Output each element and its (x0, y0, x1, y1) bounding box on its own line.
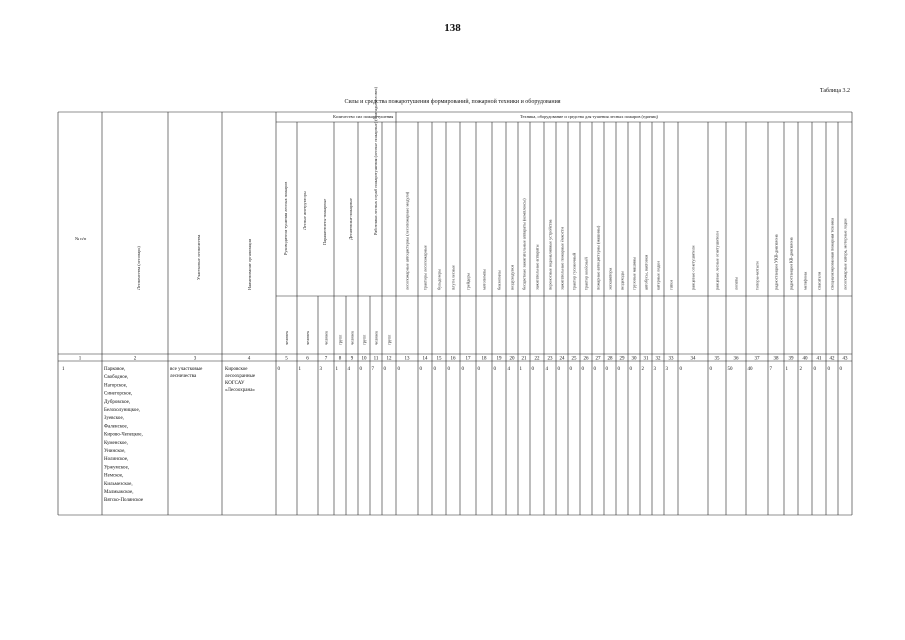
equipment-header-28: экскаваторы (607, 267, 613, 290)
column-number-39: 39 (788, 356, 794, 362)
column-number-22: 22 (534, 356, 540, 362)
value-col-24: 0 (557, 367, 560, 372)
column-number-7: 7 (324, 356, 328, 362)
forestry-item: Кирово-Чепецкое, (104, 432, 143, 438)
value-col-31: 2 (641, 367, 644, 372)
value-col-23: 4 (545, 367, 548, 372)
column-number-3: 3 (193, 356, 197, 362)
column-number-2: 2 (133, 356, 137, 362)
col-index-header: № п/п (75, 236, 87, 241)
value-col-26: 0 (581, 367, 584, 372)
equipment-header-24: зажигательные пожарные ёмкости (559, 227, 565, 290)
equipment-header-19: бензопилы (496, 270, 502, 290)
group-header-forces: Количество сил пожаротушения (333, 114, 394, 119)
equipment-header-17: грейдеры (465, 272, 471, 290)
column-number-21: 21 (521, 356, 527, 362)
column-number-36: 36 (733, 356, 739, 362)
column-number-34: 34 (690, 356, 696, 362)
page-number: 138 (444, 22, 461, 34)
value-col-28: 0 (605, 367, 608, 372)
unit-label-6: человек (305, 331, 310, 345)
column-number-29: 29 (619, 356, 625, 362)
value-col-18: 0 (477, 367, 480, 372)
column-number-4: 4 (247, 356, 251, 362)
value-col-12: 0 (383, 367, 386, 372)
column-number-6: 6 (306, 356, 309, 362)
equipment-header-16: плуги лесные (450, 265, 456, 290)
unit-label-5: человек (284, 331, 289, 345)
district-line-1: все участковые (170, 367, 203, 372)
forestry-item: Нолинское, (104, 457, 129, 463)
column-number-17: 17 (465, 356, 471, 362)
forestry-item: Свободное, (104, 375, 129, 381)
column-number-25: 25 (571, 356, 577, 362)
group-header-equipment: Техника, оборудование и средства для тушения лесных пожаров (единиц) (520, 114, 658, 119)
col-forestry-header: Лесничества (лесопарк) (136, 246, 141, 290)
column-number-37: 37 (754, 356, 760, 362)
column-number-42: 42 (829, 356, 835, 362)
value-col-10: 0 (359, 367, 362, 372)
forestry-item: Парковое, (104, 367, 126, 372)
equipment-header-14: тракторы лесопожарные (422, 245, 428, 290)
column-number-30: 30 (631, 356, 637, 362)
value-col-15: 0 (433, 367, 436, 372)
forestry-item: Малмыжское, (104, 490, 134, 495)
district-line-2: лесничества (170, 374, 197, 379)
equipment-header-30: грузовые машины (631, 256, 637, 290)
column-number-43: 43 (842, 356, 848, 362)
unit-label-12: групп (386, 334, 392, 345)
value-col-13: 0 (397, 367, 400, 372)
col-fire-service-header: Работники лесных служб пожаротушения (лесные пожарные) (бригады/человек) (373, 86, 378, 235)
value-col-16: 0 (447, 367, 450, 372)
forestry-item: Белохолуницкое, (104, 408, 140, 413)
equipment-header-18: мотопомпы (481, 268, 487, 290)
forestry-item: Унинское, (104, 449, 126, 454)
value-col-34: 0 (679, 367, 682, 372)
table-title: Силы и средства пожаротушения формирований, пожарной техники и оборудования (344, 99, 561, 105)
column-number-16: 16 (450, 356, 456, 362)
value-col-42: 0 (827, 367, 830, 372)
equipment-header-41: спасатели (816, 271, 822, 290)
column-number-40: 40 (802, 356, 808, 362)
value-col-8: 1 (335, 367, 338, 372)
organization-line-4: «Лесоохрана» (225, 388, 255, 393)
forestry-item: Синегорское, (104, 391, 133, 397)
value-col-40: 2 (799, 367, 802, 372)
forestry-item: Зуевское, (104, 416, 124, 422)
table-label: Таблица 3.2 (819, 88, 850, 94)
value-col-33: 3 (665, 367, 668, 372)
value-col-11: 7 (371, 367, 374, 372)
equipment-header-40: мегафоны (802, 271, 808, 290)
col-organization-header: Наименование организации (247, 239, 252, 290)
forestry-item: Фаленское, (104, 424, 129, 430)
column-number-23: 23 (547, 356, 553, 362)
value-col-7: 3 (319, 367, 322, 372)
value-col-37: 40 (747, 367, 753, 372)
column-number-20: 20 (509, 356, 515, 362)
column-number-28: 28 (607, 356, 613, 362)
equipment-header-34: ранцевые огнетушители (690, 245, 696, 290)
column-number-35: 35 (714, 356, 720, 362)
organization-line-2: лесоохранные (225, 374, 256, 379)
unit-label-9: человек (349, 331, 355, 345)
equipment-header-22: зажигательные аппараты (534, 244, 540, 290)
column-number-9: 9 (350, 356, 354, 362)
equipment-header-37: топоры-мотыги (754, 261, 760, 290)
equipment-header-23: переносные водоналивные устройства (547, 219, 553, 290)
equipment-header-32: катерные лодки (655, 261, 661, 290)
value-col-35: 0 (709, 367, 712, 372)
equipment-header-33: гатки (668, 280, 674, 290)
organization-line-3: КОГСАУ (225, 381, 245, 386)
column-number-32: 32 (655, 356, 661, 362)
column-number-24: 24 (559, 356, 565, 362)
unit-label-8: групп (337, 334, 343, 345)
value-col-25: 0 (569, 367, 572, 372)
equipment-header-43: лесопожарные катера, моторные лодки (842, 218, 848, 290)
equipment-header-21: бесцветные зажигательные аппараты (комплексы) (521, 198, 527, 290)
equipment-header-39: радиостанции КВ-диапазона (788, 237, 794, 290)
column-number-41: 41 (816, 356, 822, 362)
value-col-43: 0 (839, 367, 842, 372)
equipment-header-36: лопаты (733, 276, 739, 290)
value-col-21: 1 (519, 367, 522, 372)
table-grid (58, 112, 852, 515)
equipment-header-27: пожарные автоцистерны (машины) (595, 225, 601, 290)
col-paratroopers-header: Десантники-пожарные (348, 198, 353, 240)
equipment-header-15: бульдозеры (436, 268, 442, 290)
equipment-header-35: ранцевые лесные огнетушители (714, 231, 720, 290)
equipment-header-13: лесопожарные автоцистерны (лесопожарные модули) (404, 191, 410, 290)
equipment-header-42: специализированная пожарная техника (829, 218, 835, 290)
column-number-38: 38 (773, 356, 779, 362)
col-instructors-header: Лесные инструкторы (302, 191, 307, 230)
value-col-32: 3 (653, 367, 656, 372)
row-index: 1 (62, 367, 65, 372)
value-col-27: 0 (593, 367, 596, 372)
value-col-19: 0 (493, 367, 496, 372)
forestry-item: Куменское, (104, 440, 128, 446)
column-number-27: 27 (595, 356, 601, 362)
value-col-14: 0 (419, 367, 422, 372)
value-col-29: 0 (617, 367, 620, 372)
value-col-41: 0 (813, 367, 816, 372)
column-number-14: 14 (422, 356, 428, 362)
column-number-31: 31 (643, 356, 649, 362)
organization-line-1: Кировское (225, 367, 248, 372)
unit-label-10: групп (361, 334, 367, 345)
col-fire-managers-header: Руководители тушения лесных пожаров (283, 181, 288, 255)
column-number-15: 15 (436, 356, 442, 362)
column-number-26: 26 (583, 356, 589, 362)
forestry-item: Дубровское, (104, 399, 131, 405)
equipment-header-29: вездеходы (619, 271, 625, 290)
column-number-12: 12 (386, 356, 392, 362)
column-number-19: 19 (496, 356, 502, 362)
forestry-item: Уржумское, (104, 465, 130, 471)
value-col-30: 0 (629, 367, 632, 372)
col-parachutists-header: Парашютисты-пожарные (322, 198, 327, 245)
value-col-38: 7 (769, 367, 772, 372)
value-col-17: 0 (461, 367, 464, 372)
value-col-36: 50 (727, 367, 733, 372)
column-number-1: 1 (78, 356, 82, 362)
unit-label-7: человек (323, 331, 329, 345)
column-number-18: 18 (481, 356, 487, 362)
forestry-item: Вятско-Полянское (104, 498, 144, 504)
forestry-item: Нагорское, (104, 383, 128, 389)
value-col-39: 1 (785, 367, 788, 372)
equipment-header-38: радиостанции УКВ-диапазона (773, 234, 779, 290)
value-col-20: 4 (507, 367, 510, 372)
equipment-header-31: автобусы, вахтовки (643, 254, 649, 290)
unit-label-11: человек (373, 331, 379, 345)
value-col-5: 0 (277, 367, 280, 372)
forestry-item: Кильмезское, (104, 481, 133, 487)
value-col-6: 1 (298, 367, 301, 372)
column-number-13: 13 (404, 356, 410, 362)
column-number-8: 8 (338, 356, 342, 362)
equipment-header-25: трактор гусеничный (571, 252, 577, 290)
equipment-header-26: трактор колёсный (583, 257, 589, 290)
column-number-10: 10 (361, 356, 367, 362)
value-col-22: 0 (531, 367, 534, 372)
column-number-5: 5 (285, 356, 288, 362)
column-number-33: 33 (668, 356, 674, 362)
equipment-header-20: воздуходувки (509, 265, 515, 290)
forestry-item: Немское, (104, 473, 124, 479)
column-number-11: 11 (373, 356, 379, 362)
value-col-9: 4 (347, 367, 350, 372)
col-district-header: Участковые лесничества (196, 234, 201, 280)
